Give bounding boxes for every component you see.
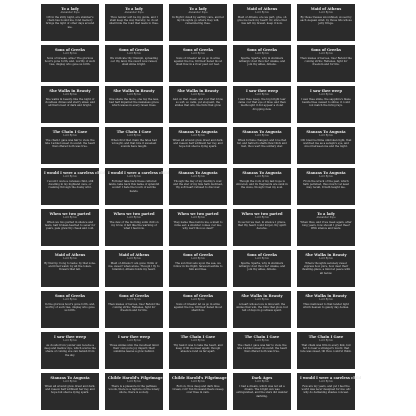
- card-text: In secret we met, in silence I grieve, that thy heart could forget, thy spirit deceive.: [237, 220, 287, 231]
- card-text: And on that cheek, and o'er that brow, so soft, so calm, yet eloquent, the smiles that win, the tints that glow.: [172, 97, 224, 108]
- card-text: I would I were a careless child, still dwelling in my highland cave, or roaming through the dusky wild.: [46, 179, 94, 190]
- poem-card: [41, 45, 99, 82]
- card-title: She Walks in Beauty: [177, 89, 219, 93]
- card-author: Alexander Pope: [188, 11, 208, 15]
- card-title: When we two parted: [177, 212, 219, 216]
- card-text: When all around grew drear and dark, and reason half withheld her ray, and hope but shed a dying spark.: [172, 138, 224, 149]
- poem-card: [41, 86, 99, 123]
- card-author: Lord Byron: [63, 298, 77, 302]
- card-text: The sun that sets upon the sea, we follow in his flight; farewell awhile to him and thee.: [173, 261, 223, 272]
- card-author: Lord Byron: [319, 380, 333, 384]
- card-text: Roll on, thou deep and dark blue Ocean, roll! Ten thousand fleets sweep over thee in vain.: [172, 384, 224, 395]
- poem-card: [169, 127, 227, 164]
- poem-card: [105, 291, 163, 328]
- card-author: Lord Byron: [191, 93, 205, 97]
- card-title: Sons of Greeks: [118, 294, 150, 298]
- card-author: Lord Byron: [319, 11, 333, 15]
- card-text: One shade the more, one ray the less, had half impaired the nameless grace which waves in every raven tress.: [109, 97, 159, 108]
- poem-card: [169, 4, 227, 41]
- poem-card: [233, 291, 291, 328]
- card-text: Sons of Greeks! let us go in arms against the foe, till their hated blood shall flow in a river past our feet.: [173, 56, 223, 67]
- card-title: Sons of Greeks: [310, 48, 342, 52]
- poem-card: [41, 168, 106, 205]
- card-author: Lord Byron: [191, 380, 205, 384]
- poem-card: [233, 332, 291, 369]
- card-author: Lord Byron: [63, 52, 77, 56]
- card-text: From the wreck of the past, which hath perished, thus much I at least may recall, it hath taught me.: [302, 179, 350, 190]
- card-text: Then manes of heroes, rise! Behold the coming strife; Hellenes, fight for freedom and for life.: [300, 56, 352, 67]
- card-title: Maid of Athens: [54, 253, 86, 257]
- card-author: Lord Byron: [127, 93, 141, 97]
- card-title: I saw thee weep: [246, 89, 278, 93]
- card-title: The Chain I Gave: [308, 335, 344, 339]
- card-author: Lord Byron: [127, 298, 141, 302]
- card-author: Lord Byron: [191, 134, 205, 138]
- poem-card: [233, 209, 291, 246]
- poem-card: [105, 373, 163, 410]
- card-title: She Walks in Beauty: [305, 294, 347, 298]
- card-text: Though the day of my destiny's over, and the star of my fate hath declined, thy soft heart refused to discover.: [173, 179, 223, 190]
- card-author: Lord Byron: [127, 380, 141, 384]
- card-author: Lord Byron: [63, 380, 77, 384]
- card-text: Where thoughts serenely sweet express how pure, how dear their dwelling-place, a mind at peace with all below.: [301, 261, 351, 275]
- card-title: To a lady: [189, 7, 207, 11]
- poem-card: [297, 291, 355, 328]
- card-text: As clouds from yonder sun receive a deep and mellow dye, which scarce the shade of coming eve can banish from the sky.: [44, 343, 96, 357]
- card-title: She Walks in Beauty: [113, 89, 155, 93]
- card-title: Sons of Greeks: [182, 253, 214, 257]
- card-author: Lord Byron: [255, 380, 269, 384]
- card-title: She Walks in Beauty: [49, 89, 91, 93]
- card-author: Lord Byron: [63, 216, 77, 220]
- poem-card: [297, 168, 355, 205]
- card-text: I saw thee weep, the big bright tear came o'er that eye of blue; and then methought it did appear a violet dropping dew.: [238, 97, 286, 111]
- card-text: When thus, and if we meet again, after long years, how should I greet thee? With silence and tears.: [300, 220, 352, 231]
- card-title: Stanzas To Augusta: [178, 130, 218, 134]
- card-author: Lord Byron: [191, 216, 205, 220]
- card-title: Stanzas To Augusta: [178, 171, 218, 175]
- card-text: That chain was firm in every link, but not to bear a stranger's touch; that lute was sweet, till thou could'st think.: [300, 343, 352, 354]
- card-author: Alexander Pope: [316, 216, 336, 220]
- poem-card: [169, 373, 227, 410]
- card-author: Lord Byron: [319, 298, 333, 302]
- poem-card: [233, 250, 291, 287]
- card-author: Lord Byron: [191, 52, 205, 56]
- card-author: Lord Byron: [127, 134, 141, 138]
- card-text: By those tresses unconfined, wooed by each Aegean wind; by those lids whose jetty fringe.: [300, 15, 352, 26]
- card-sheet: [41, 4, 375, 412]
- poem-card: [169, 45, 227, 82]
- card-author: Lord Byron: [127, 216, 141, 220]
- card-author: Lord Byron: [255, 175, 269, 179]
- card-text: Maid of Athens, ere we part, give, oh give me back my heart! Or, since that has left my breast, keep it now.: [237, 15, 287, 26]
- poem-card: [169, 250, 227, 287]
- poem-card: [297, 45, 355, 82]
- card-author: Lord Byron: [63, 175, 77, 179]
- card-title: When we two parted: [49, 212, 91, 216]
- poem-card: [105, 209, 163, 246]
- poem-card: [105, 168, 170, 205]
- card-author: Lord Byron: [255, 11, 269, 15]
- card-author: Lord Byron: [255, 52, 269, 56]
- card-title: Sons of Greeks: [118, 48, 150, 52]
- poem-card: [105, 127, 163, 164]
- card-text: In the glorious hour's gone forth, and, worthy of such ties, display who gave us birth.: [44, 302, 96, 313]
- card-author: Alexander Pope: [124, 11, 144, 15]
- card-text: A heart whose love is innocent; the smiles that win, the tints that glow, but tell of days in goodness spent.: [236, 302, 288, 313]
- poem-card: [41, 127, 99, 164]
- card-text: Few are my years, and yet I feel the world was ne'er designed for me: ah! why do darkening shades conceal.: [301, 384, 351, 395]
- card-author: Lord Byron: [63, 339, 77, 343]
- card-author: Lord Byron: [319, 257, 333, 261]
- card-title: Stanzas To Augusta: [242, 130, 282, 134]
- poem-card: [105, 45, 163, 82]
- card-author: Lord Byron: [63, 93, 77, 97]
- card-title: When we two parted: [113, 212, 155, 216]
- card-title: When we two parted: [241, 212, 283, 216]
- card-author: Lord Byron: [191, 175, 205, 179]
- card-title: To a lady: [125, 7, 143, 11]
- card-title: I saw thee weep: [310, 89, 342, 93]
- card-author: Lord Byron: [63, 257, 77, 261]
- card-text: Thus mellowed to that tender light which heaven to gaudy day denies.: [302, 302, 350, 309]
- card-title: Sons of Greeks: [182, 48, 214, 52]
- card-title: Sons of Greeks: [182, 294, 214, 298]
- card-title: The Chain I Gave: [180, 335, 216, 339]
- poem-card: [233, 373, 291, 410]
- poem-card: [297, 373, 362, 410]
- card-text: When we two parted in silence and tears, half broken-hearted to sever for years, pale grew thy cheek and cold.: [44, 220, 96, 231]
- card-text: In flight I dwell by earthly care, and let my thoughts go where they will, remembering thee.: [172, 15, 224, 26]
- poem-card: [105, 332, 163, 369]
- card-text: She walks in beauty, like the night of cloudless climes and starry skies; and all that's best of dark and bright.: [45, 97, 95, 108]
- card-author: Lord Byron: [127, 52, 141, 56]
- card-author: Lord Byron: [255, 93, 269, 97]
- poem-card: [169, 209, 227, 246]
- poem-card: [297, 209, 355, 246]
- card-author: Lord Byron: [127, 175, 141, 179]
- card-title: Stanzas To Augusta: [242, 171, 282, 175]
- card-title: To a lady: [61, 7, 79, 11]
- card-text: Then manes of heroes, rise! Behold the coming strife; Hellenes, fight for freedom and for life.: [108, 302, 160, 313]
- card-title: I would I were a careless child: [108, 171, 170, 175]
- poem-card: [297, 127, 355, 164]
- card-title: Sons of Greeks: [246, 48, 278, 52]
- card-title: To a lady: [317, 212, 335, 216]
- card-title: Childe Harold's Pilgrimage: [172, 376, 227, 380]
- card-text: Sparta, Sparta, why in slumbers lethargic dost thou lie? Awake, and join thy allies, Athens.: [238, 261, 286, 272]
- card-author: Lord Byron: [191, 298, 205, 302]
- card-title: Dark Ages: [251, 376, 273, 380]
- card-text: We vindicate thy triumph, spreading oer thy land, the sword now raised, shall shine bright.: [109, 56, 159, 67]
- card-text: The chain I gave was fair to view, the lute I added sweet in sound; the heart that offered both was true.: [236, 343, 288, 354]
- card-title: Maid of Athens: [118, 253, 150, 257]
- poem-card: [105, 250, 163, 287]
- card-title: Childe Harold's Pilgrimage: [108, 376, 163, 380]
- poem-card: [41, 373, 99, 410]
- poem-card: [105, 4, 163, 41]
- card-title: I saw thee weep: [54, 335, 86, 339]
- poem-card: [41, 250, 99, 287]
- poem-card: [233, 45, 291, 82]
- card-text: Oft in the stilly night, ere slumber's chain has bound me, fond memory brings the light of other days around me.: [45, 15, 95, 29]
- card-title: Sons of Greeks: [54, 294, 86, 298]
- card-text: The chain I gave was fair to view, the lute I added sweet in sound; the heart that offered both was true.: [44, 138, 96, 149]
- card-title: She Walks in Beauty: [305, 253, 347, 257]
- card-text: They name thee before me, a knell to mine ear; a shudder comes o'er me, why wert thou so dear?: [173, 220, 223, 231]
- card-author: Lord Byron: [191, 257, 205, 261]
- card-text: Fortune! take back these cultured lands, take back this name of splendid sound! I hate the touch of servile hands.: [108, 179, 160, 193]
- card-title: Maid of Athens: [246, 7, 278, 11]
- card-author: Lord Byron: [319, 175, 333, 179]
- poem-card: [233, 168, 291, 205]
- poem-card: [297, 86, 355, 123]
- poem-card: [297, 332, 355, 369]
- card-text: By that lip I long to taste; by that zone-encircled waist; by all the token-flowers that tell.: [44, 261, 96, 272]
- poem-card: [233, 86, 291, 123]
- card-author: Lord Byron: [319, 134, 333, 138]
- card-text: I had a dream, which was not all a dream. The bright sun was extinguished, and the stars did wander darkling.: [236, 384, 288, 398]
- card-text: When first that chain the fates had wrought, and that lute it sweetest sounds have taught.: [111, 138, 157, 149]
- poem-card: [169, 86, 227, 123]
- card-text: I saw thee smile, the sapphire's blaze beside thee ceased to shine; it could not match the living rays.: [301, 97, 351, 108]
- poem-card: [297, 4, 355, 41]
- card-title: The Chain I Gave: [52, 130, 88, 134]
- poem-card: [105, 86, 163, 123]
- poem-card: [297, 250, 355, 287]
- poem-card: [169, 168, 227, 205]
- card-text: The dew of the morning sunk chill on my brow, it felt like the warning of what I feel now.: [109, 220, 159, 231]
- poem-card: [233, 4, 291, 41]
- poem-card: [41, 209, 99, 246]
- card-title: The Chain I Gave: [116, 130, 152, 134]
- poem-card: [169, 332, 227, 369]
- card-text: Thou tender soft be my guide, and I shall keep the way thereby; no cloud shall hide the road that leads to thee.: [109, 15, 159, 26]
- card-author: Alexander Pope: [60, 11, 80, 15]
- card-author: Lord Byron: [63, 134, 77, 138]
- card-title: I would I were a careless child: [300, 376, 362, 380]
- poem-card: [41, 4, 99, 41]
- card-text: When fortune changed, and love fled far, and hatred's shafts flew thick and fast, thou wert the solitary star.: [237, 138, 287, 149]
- card-text: Oh! blest be thine unbroken light, that watched me as a seraph's eye, and stood between me and the night.: [300, 138, 352, 149]
- card-text: Sparta, Sparta, why in slumbers lethargic dost thou lie? Awake, and join thy allies, Athens.: [238, 56, 286, 67]
- card-text: When all around grew drear and dark, and reason half withheld her ray, and hope but shed a dying spark.: [44, 384, 96, 395]
- poem-card: [233, 127, 291, 164]
- card-author: Lord Byron: [319, 339, 333, 343]
- card-author: Lord Byron: [319, 93, 333, 97]
- card-text: There is a pleasure in the pathless woods, there is a rapture on the lonely shore, there is society.: [108, 384, 160, 395]
- card-author: Lord Byron: [255, 298, 269, 302]
- card-title: I would I were a careless child: [44, 171, 106, 175]
- card-text: Sons of Greeks! let us go in arms against the foe, till their hated blood shall flow.: [173, 302, 223, 313]
- poem-card: [41, 332, 99, 369]
- card-title: She Walks in Beauty: [241, 294, 283, 298]
- poem-card: [169, 291, 227, 328]
- card-title: The Chain I Gave: [244, 335, 280, 339]
- card-text: Maid of Athens! I am gone: think of me, sweet! when alone. Though I fly to Istambol, Athens holds my heart.: [108, 261, 160, 272]
- card-title: Stanzas To Augusta: [50, 376, 90, 380]
- card-title: Stanzas To Augusta: [306, 130, 346, 134]
- card-text: Though the rock of my last hope is shivered, and its fragments are sunk in the wave, though I feel my soul.: [236, 179, 288, 190]
- poem-card: [41, 291, 99, 328]
- card-title: I saw thee weep: [118, 335, 150, 339]
- card-title: Maid of Athens: [310, 7, 342, 11]
- card-author: Lord Byron: [319, 52, 333, 56]
- card-author: Lord Byron: [255, 216, 269, 220]
- card-text: Thy task it was to take the heart, and keep it till we meet again; though absence rend us far apart.: [173, 343, 223, 354]
- card-author: Lord Byron: [255, 257, 269, 261]
- card-text: Those smiles unto the moodiest mind their own pure joy impart; their sunshine leaves a glow behind.: [109, 343, 159, 354]
- card-text: Sons of Greeks, arise! The glorious hour's gone forth, and, worthy of such ties, display who gave us birth.: [44, 56, 96, 67]
- card-title: Sons of Greeks: [246, 253, 278, 257]
- card-author: Lord Byron: [255, 339, 269, 343]
- card-author: Lord Byron: [127, 339, 141, 343]
- card-author: Lord Byron: [127, 257, 141, 261]
- card-title: Sons of Greeks: [54, 48, 86, 52]
- card-title: Stanzas To Augusta: [306, 171, 346, 175]
- card-author: Lord Byron: [255, 134, 269, 138]
- card-author: Lord Byron: [191, 339, 205, 343]
